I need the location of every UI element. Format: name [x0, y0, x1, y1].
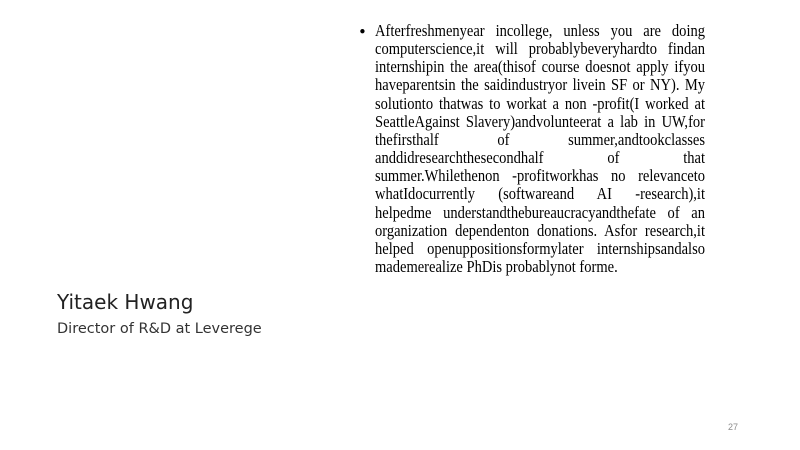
speaker-title: Director of R&D at Leverege	[57, 321, 262, 337]
bullet-marker: •	[358, 23, 367, 41]
bullet-text: Afterfreshmenyear incollege, unless you are doing computerscience,it will probablybeveryhardto findan internshipin the area(thisof course doesnot apply ifyou haveparentsin the saidindustryor livein SF or NY). My solutionto thatwas to workat a non -profit(I worked at SeattleAgainst Slavery)andvolunteerat a lab in UW,for thefirsthalf of summer,andtookclasses anddidresearchthesecondhalf of that summer.Whilethenon -profitworkhas no relevanceto whatIdocurrently (softwareand AI -research),it helpedme understandthebureaucracyandthefate of an organization dependenton donations. Asfor research,it helped openuppositionsformylater internshipsandalso mademerealize PhDis probablynot forme.	[375, 21, 705, 277]
page-number: 27	[728, 422, 739, 432]
speaker-name: Yitaek Hwang	[57, 290, 194, 314]
bullet-item	[358, 22, 708, 387]
